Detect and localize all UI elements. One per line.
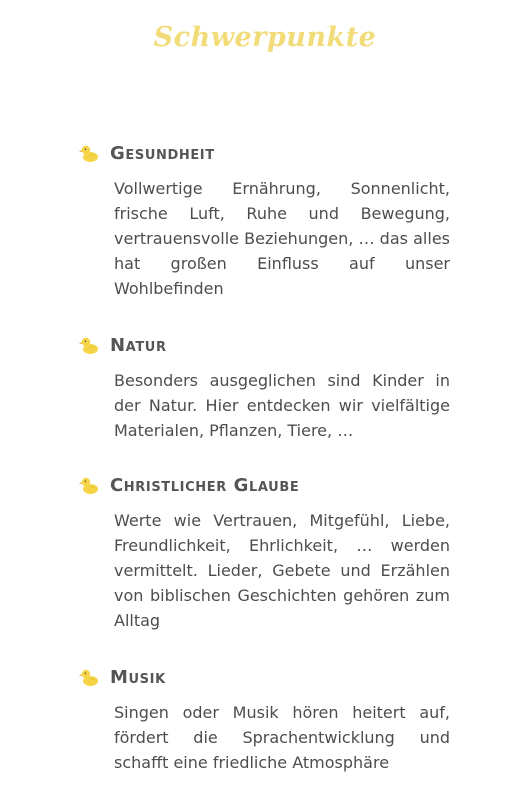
page-title: Schwerpunkte [153, 22, 377, 53]
section-header [78, 472, 450, 498]
duck-icon [78, 474, 100, 496]
duck-icon [78, 142, 100, 164]
duck-icon [78, 334, 100, 356]
section-header [78, 332, 450, 358]
section-text: Werte wie Vertrauen, Mitgefühl, Liebe, Freundlichkeit, Ehrlichkeit, … werden vermittelt. Lieder, Gebete und Erzählen von biblischen Geschichten gehören zum Alltag [114, 511, 450, 630]
section-text: Besonders ausgeglichen sind Kinder in der Natur. Hier entdecken wir vielfältige Materialen, Pflanzen, Tiere, … [114, 371, 450, 440]
section-christlicher-glaube [78, 472, 450, 633]
section-musik [78, 664, 450, 775]
section-title: Gesundheit [110, 142, 215, 164]
section-text: Singen oder Musik hören heitert auf, fördert die Sprachentwicklung und schafft eine friedliche Atmosphäre [114, 703, 450, 772]
section-text: Vollwertige Ernährung, Sonnenlicht, frische Luft, Ruhe und Bewegung, vertrauensvolle Beziehungen, … das alles hat großen Einfluss auf unser Wohlbefinden [114, 179, 450, 298]
section-gesundheit [78, 140, 450, 301]
section-header [78, 140, 450, 166]
section-title: Musik [110, 666, 166, 688]
section-title: Christlicher Glaube [110, 474, 300, 496]
section-header [78, 664, 450, 690]
duck-icon [78, 666, 100, 688]
section-natur [78, 332, 450, 443]
section-title: Natur [110, 334, 167, 356]
